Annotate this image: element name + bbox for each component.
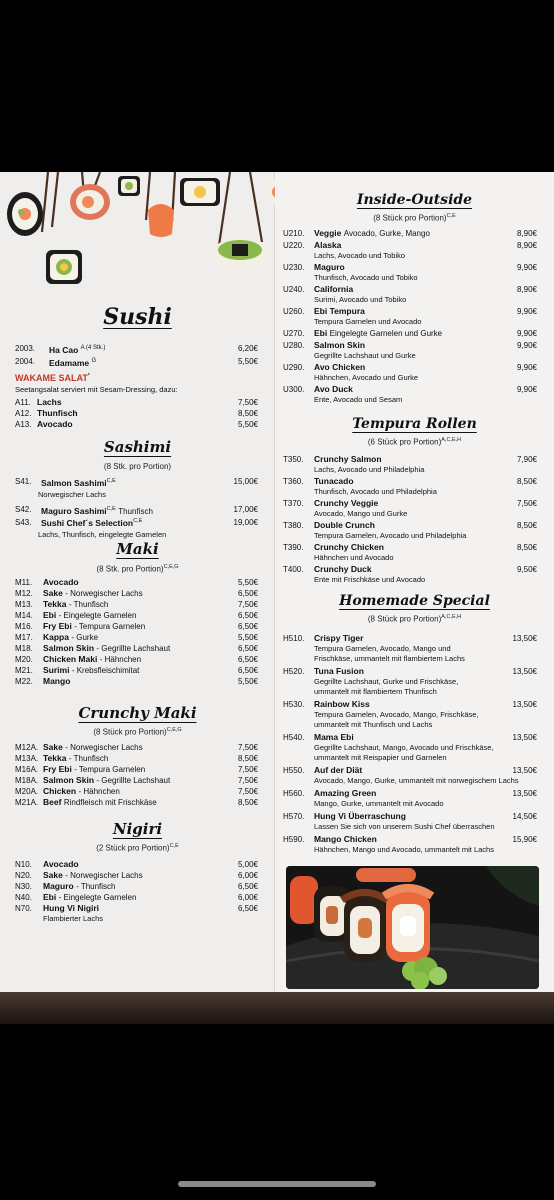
menu-item bbox=[15, 870, 258, 881]
tempura-items bbox=[283, 453, 537, 585]
item-price: 8,50€ bbox=[237, 754, 258, 763]
item-code: M18A. bbox=[15, 776, 39, 785]
item-price: 9,90€ bbox=[516, 329, 537, 338]
menu-item bbox=[15, 775, 258, 786]
item-price: 9,90€ bbox=[516, 363, 537, 372]
homemade-section bbox=[275, 593, 554, 624]
menu-item bbox=[283, 328, 537, 339]
item-code: N10. bbox=[15, 860, 32, 869]
menu-item: A11. Lachs 7,50€ bbox=[15, 396, 258, 407]
item-price: 13,50€ bbox=[512, 700, 537, 709]
inside-outside-items bbox=[283, 227, 537, 405]
item-inline-desc: - Hähnchen bbox=[99, 655, 142, 664]
maki-items bbox=[15, 577, 258, 687]
item-code: U210. bbox=[283, 229, 305, 238]
inside-outside-portion: (8 Stück pro Portion)$^{C,E}$ bbox=[373, 213, 456, 223]
menu-item bbox=[283, 811, 537, 822]
menu-item bbox=[15, 786, 258, 797]
menu-item bbox=[15, 676, 258, 687]
item-price: 8,90€ bbox=[516, 229, 537, 238]
item-code: U230. bbox=[283, 263, 305, 272]
item-price: 13,50€ bbox=[512, 634, 537, 643]
item-code: M13A. bbox=[15, 754, 39, 763]
item-name: Ebi bbox=[43, 892, 57, 902]
item-desc: Ente, Avocado und Sesam bbox=[314, 395, 403, 404]
item-inline-desc: - Thunfisch bbox=[76, 882, 116, 891]
item-desc: Avocado, Mango, Gurke, ummantelt mit norwegischem Lachs bbox=[314, 776, 519, 785]
item-inline-desc: Eingelegte Garnelen und Gurke bbox=[329, 329, 443, 338]
item-name: Crunchy Chicken bbox=[314, 542, 384, 552]
menu-item bbox=[283, 564, 537, 575]
item-code: U240. bbox=[283, 285, 305, 294]
item-name: Kappa bbox=[43, 632, 69, 642]
menu-item bbox=[15, 588, 258, 599]
item-name: Veggie bbox=[314, 228, 342, 238]
menu-item bbox=[15, 903, 258, 914]
item-name: Beef bbox=[43, 797, 62, 807]
sushi-illustration bbox=[0, 172, 275, 290]
menu-item bbox=[283, 699, 537, 710]
menu-item bbox=[283, 340, 537, 351]
table-edge bbox=[0, 992, 554, 1024]
item-desc: Gegrillte Lachshaut und Gurke bbox=[314, 351, 416, 360]
item-desc: Lassen Sie sich von unserem Sushi Chef überraschen bbox=[314, 822, 495, 831]
item-inline-desc: - Tempura Garnelen bbox=[74, 622, 146, 631]
item-code: N30. bbox=[15, 882, 32, 891]
item-name: Avo Duck bbox=[314, 384, 353, 394]
menu-item bbox=[283, 520, 537, 531]
item-name: Crispy Tiger bbox=[314, 633, 364, 643]
item-price: 7,50€ bbox=[237, 765, 258, 774]
item-desc: Frischkäse, ummantelt mit flambiertem Lachs bbox=[314, 654, 465, 663]
item-price: 9,50€ bbox=[516, 565, 537, 574]
item-text bbox=[314, 328, 442, 338]
homemade-items bbox=[283, 631, 537, 855]
item-price: 6,50€ bbox=[237, 644, 258, 653]
item-price: 6,00€ bbox=[237, 871, 258, 880]
item-name: Avocado bbox=[43, 859, 79, 869]
item-price: 9,90€ bbox=[516, 341, 537, 350]
item-price: 6,50€ bbox=[237, 622, 258, 631]
item-name: Salmon Skin bbox=[43, 643, 95, 653]
item-price: 13,50€ bbox=[512, 766, 537, 775]
item-name: Amazing Green bbox=[314, 788, 377, 798]
item-code: N20. bbox=[15, 871, 32, 880]
menu-item bbox=[15, 577, 258, 588]
menu-item bbox=[283, 284, 537, 295]
menu-item bbox=[15, 764, 258, 775]
item-code: U270. bbox=[283, 329, 305, 338]
menu-item bbox=[283, 476, 537, 487]
item-name: Tekka bbox=[43, 753, 67, 763]
menu-item bbox=[15, 742, 258, 753]
item-code: H560. bbox=[283, 789, 305, 798]
menu-item bbox=[283, 228, 537, 239]
item-desc: ummantelt mit Reispapier und Garnelen bbox=[314, 753, 447, 762]
item-price: 5,50€ bbox=[237, 578, 258, 587]
item-price: 9,90€ bbox=[516, 307, 537, 316]
item-name: Maguro bbox=[43, 881, 74, 891]
item-code: H530. bbox=[283, 700, 305, 709]
item-code: M11. bbox=[15, 578, 33, 587]
item-desc: Tempura Garnelen, Avocado, Mango, Frischkäse, bbox=[314, 710, 479, 719]
item-inline-desc: - Gegrillte Lachshaut bbox=[96, 644, 171, 653]
item-name: California bbox=[314, 284, 354, 294]
item-code: N40. bbox=[15, 893, 32, 902]
sushi-photo bbox=[286, 866, 539, 989]
item-name: Tekka bbox=[43, 599, 67, 609]
item-name: Sake bbox=[43, 742, 63, 752]
sushi-items bbox=[15, 343, 258, 430]
item-code: M13. bbox=[15, 600, 33, 609]
uramaki-icon bbox=[212, 238, 268, 270]
menu-item bbox=[283, 306, 537, 317]
crunchy-maki-section bbox=[0, 704, 275, 737]
menu-item bbox=[283, 633, 537, 644]
item-inline-desc: - Norwegischer Lachs bbox=[65, 743, 143, 752]
menu-item bbox=[283, 542, 537, 553]
menu-item bbox=[15, 654, 258, 665]
nigiri-title: Nigiri bbox=[112, 820, 163, 838]
maki-roll-icon bbox=[118, 176, 140, 196]
item-desc: Tempura Garnelen, Avocado, Mango und bbox=[314, 644, 451, 653]
item-name: Tunacado bbox=[314, 476, 354, 486]
wakame-heading: WAKAME $SALAT^{^1}$ bbox=[15, 372, 90, 383]
item-price: 7,50€ bbox=[516, 499, 537, 508]
item-code: T360. bbox=[283, 477, 304, 486]
item-desc: Ente mit Frischkäse und Avocado bbox=[314, 575, 426, 584]
nigiri-portion: (2 Stück pro Portion)$^{C,E}$ bbox=[96, 843, 179, 853]
sashimi-title: Sashimi bbox=[103, 438, 172, 456]
sushi-title: Sushi bbox=[103, 304, 172, 330]
item-desc: Flambierter Lachs bbox=[43, 914, 104, 923]
item-code: M22. bbox=[15, 677, 33, 686]
item-desc: Avocado, Mango und Gurke bbox=[314, 509, 408, 518]
item-text bbox=[43, 775, 170, 785]
sashimi-items bbox=[15, 476, 258, 540]
item-desc: Gegrillte Lachshaut, Mango, Avocado und Frischkäse, bbox=[314, 743, 494, 752]
menu-item bbox=[15, 610, 258, 621]
item-price: 7,50€ bbox=[237, 776, 258, 785]
menu-item bbox=[283, 454, 537, 465]
item-price: 6,50€ bbox=[237, 882, 258, 891]
item-code: U300. bbox=[283, 385, 305, 394]
item-name: Avo Chicken bbox=[314, 362, 366, 372]
item-name: Ebi bbox=[43, 610, 57, 620]
item-code: T370. bbox=[283, 499, 304, 508]
item-desc: Hähnchen, Avocado und Gurke bbox=[314, 373, 419, 382]
item-price: 8,50€ bbox=[516, 543, 537, 552]
item-code: H540. bbox=[283, 733, 305, 742]
item-price: 5,50€ bbox=[237, 633, 258, 642]
item-name: Tuna Fusion bbox=[314, 666, 364, 676]
item-code: H570. bbox=[283, 812, 305, 821]
menu-item bbox=[15, 621, 258, 632]
home-indicator[interactable] bbox=[178, 1181, 376, 1187]
item-price: 13,50€ bbox=[512, 667, 537, 676]
menu-item bbox=[15, 797, 258, 808]
sashimi-section bbox=[0, 438, 275, 471]
sashimi-portion: (8 Stk. pro Portion) bbox=[103, 462, 172, 471]
item-name: Hung Vi Nigiri bbox=[43, 903, 100, 913]
menu-item: A12. Thunfisch 8,50€ bbox=[15, 407, 258, 418]
item-desc: Mango, Gurke, ummantelt mit Avocado bbox=[314, 799, 444, 808]
item-inline-desc: - Eingelegte Garnelen bbox=[58, 611, 137, 620]
item-name: Salmon Skin bbox=[314, 340, 366, 350]
item-code: M16A. bbox=[15, 765, 39, 774]
item-price: 6,50€ bbox=[237, 655, 258, 664]
item-desc: ummantelt mit flambiertem Thunfisch bbox=[314, 687, 437, 696]
item-code: T380. bbox=[283, 521, 304, 530]
item-code: M14. bbox=[15, 611, 33, 620]
item-inline-desc: - Thunfisch bbox=[68, 754, 109, 763]
item-desc: Surimi, Avocado und Tobiko bbox=[314, 295, 407, 304]
item-name: Salmon Skin bbox=[43, 775, 95, 785]
item-code: U260. bbox=[283, 307, 305, 316]
item-price: 13,50€ bbox=[512, 789, 537, 798]
item-name: Ebi Tempura bbox=[314, 306, 365, 316]
menu-item bbox=[15, 632, 258, 643]
uramaki-icon bbox=[264, 178, 275, 206]
item-code: H510. bbox=[283, 634, 305, 643]
menu-item: S41. Salmon Sashimi$^{C,E}$ 15,00€ bbox=[15, 477, 258, 488]
item-text bbox=[43, 643, 170, 653]
item-desc: Hähnchen und Avocado bbox=[314, 553, 394, 562]
item-price: 6,50€ bbox=[237, 666, 258, 675]
menu-item bbox=[15, 892, 258, 903]
item-code: H590. bbox=[283, 835, 305, 844]
item-price: 9,90€ bbox=[516, 263, 537, 272]
item-code: N70. bbox=[15, 904, 32, 913]
tempura-section bbox=[275, 416, 554, 447]
item-desc: Lachs, Avocado und Tobiko bbox=[314, 251, 406, 260]
menu-item: 2004. Edamame $^G$ 5,50€ bbox=[15, 356, 258, 368]
item-code: H550. bbox=[283, 766, 305, 775]
item-name: Chicken Maki bbox=[43, 654, 98, 664]
item-inline-desc: - Gegrillte Lachshaut bbox=[96, 776, 171, 785]
item-price: 8,50€ bbox=[516, 477, 537, 486]
item-inline-desc: - Tempura Garnelen bbox=[74, 765, 146, 774]
maki-roll-icon bbox=[7, 192, 43, 236]
menu-item bbox=[15, 643, 258, 654]
inside-outside-section bbox=[275, 192, 554, 223]
maki-roll-icon bbox=[46, 250, 82, 284]
item-desc: Tempura Garnelen, Avocado und Philadelphia bbox=[314, 531, 467, 540]
item-name: Ebi bbox=[314, 328, 328, 338]
item-name: Alaska bbox=[314, 240, 342, 250]
nigiri-icon bbox=[148, 204, 174, 237]
item-price: 7,90€ bbox=[516, 455, 537, 464]
menu-item bbox=[283, 498, 537, 509]
menu-item bbox=[15, 665, 258, 676]
item-inline-desc: - Hähnchen bbox=[78, 787, 120, 796]
item-name: Maguro bbox=[314, 262, 345, 272]
item-name: Crunchy Duck bbox=[314, 564, 372, 574]
item-desc: Norwegischer Lachs bbox=[38, 489, 106, 499]
item-price: 8,50€ bbox=[237, 798, 258, 807]
item-code: M17. bbox=[15, 633, 33, 642]
item-price: 6,00€ bbox=[237, 893, 258, 902]
maki-portion: (8 Stk. pro Portion)$^{C,E,G}$ bbox=[96, 564, 179, 574]
item-code: T350. bbox=[283, 455, 304, 464]
item-code: M20. bbox=[15, 655, 33, 664]
item-name: Sake bbox=[43, 870, 63, 880]
item-price: 15,90€ bbox=[512, 835, 537, 844]
menu-item: A13. Avocado 5,50€ bbox=[15, 418, 258, 429]
tempura-title: Tempura Rollen bbox=[352, 416, 477, 432]
item-desc: Lachs, Avocado und Philadelphia bbox=[314, 465, 425, 474]
homemade-title: Homemade Special bbox=[339, 593, 490, 609]
menu-item bbox=[283, 834, 537, 845]
item-inline-desc: - Gurke bbox=[71, 633, 99, 642]
menu-item bbox=[15, 859, 258, 870]
item-code: T400. bbox=[283, 565, 304, 574]
menu-item: S43. Sushi Chef´s Selection$^{C,E}$ 19,00€ bbox=[15, 517, 258, 529]
item-desc: Lachs, Thunfisch, eingelegte Garnelen bbox=[38, 530, 167, 540]
menu-item: 2003. Ha Cao $^{A (4 Stk.)}$ 6,20€ bbox=[15, 344, 258, 355]
item-name: Mango bbox=[43, 676, 71, 686]
item-inline-desc: - Krebsfleischimitat bbox=[71, 666, 140, 675]
item-name: Crunchy Veggie bbox=[314, 498, 379, 508]
item-code: U280. bbox=[283, 341, 305, 350]
item-desc: Thunfisch, Avocado und Philadelphia bbox=[314, 487, 437, 496]
item-price: 8,50€ bbox=[516, 521, 537, 530]
item-inline-desc: - Thunfisch bbox=[68, 600, 109, 609]
item-price: 8,90€ bbox=[516, 241, 537, 250]
item-inline-desc: - Norwegischer Lachs bbox=[65, 589, 143, 598]
item-inline-desc: Rindfleisch mit Frischkäse bbox=[63, 798, 157, 807]
item-name: Hung Vi Überraschung bbox=[314, 811, 406, 821]
crunchy-maki-items bbox=[15, 742, 258, 808]
item-price: 9,90€ bbox=[516, 385, 537, 394]
item-code: H520. bbox=[283, 667, 305, 676]
item-text bbox=[314, 228, 430, 238]
item-name: Mango Chicken bbox=[314, 834, 377, 844]
uramaki-icon bbox=[70, 184, 110, 220]
item-price: 6,50€ bbox=[237, 589, 258, 598]
menu-item bbox=[283, 362, 537, 373]
item-name: Double Crunch bbox=[314, 520, 375, 530]
item-desc: Thunfisch, Avocado und Tobiko bbox=[314, 273, 418, 282]
item-inline-desc: - Eingelegte Garnelen bbox=[58, 893, 137, 902]
item-price: 8,90€ bbox=[516, 285, 537, 294]
item-price: 6,50€ bbox=[237, 611, 258, 620]
item-price: 5,00€ bbox=[237, 860, 258, 869]
item-price: 5,50€ bbox=[237, 677, 258, 686]
item-desc: ummantelt mit Thunfisch und Lachs bbox=[314, 720, 433, 729]
sushi-section bbox=[0, 304, 275, 330]
crunchy-maki-title: Crunchy Maki bbox=[78, 704, 197, 722]
sushi-platter-icon bbox=[286, 866, 539, 989]
item-code: M12A. bbox=[15, 743, 39, 752]
item-code: M16. bbox=[15, 622, 33, 631]
menu-item bbox=[15, 753, 258, 764]
item-name: Fry Ebi bbox=[43, 764, 72, 774]
item-name: Fry Ebi bbox=[43, 621, 72, 631]
item-price: 7,50€ bbox=[237, 787, 258, 796]
maki-section bbox=[0, 540, 275, 574]
crunchy-maki-portion: (8 Stück pro Portion)$^{C,E,G}$ bbox=[93, 727, 182, 737]
tempura-portion: (6 Stück pro Portion)$^{A,C,E,H}$ bbox=[367, 437, 462, 447]
item-inline-desc: - Norwegischer Lachs bbox=[65, 871, 143, 880]
menu-item: S42. Maguro Sashimi$^{C,E}$ Thunfisch 17,00€ bbox=[15, 504, 258, 516]
item-code: M18. bbox=[15, 644, 33, 653]
item-code: U220. bbox=[283, 241, 305, 250]
maki-title: Maki bbox=[116, 540, 159, 558]
item-name: Rainbow Kiss bbox=[314, 699, 370, 709]
item-price: 7,50€ bbox=[237, 600, 258, 609]
item-desc: Gegrillte Lachshaut, Gurke und Frischkäse, bbox=[314, 677, 459, 686]
item-code: M21. bbox=[15, 666, 33, 675]
item-price: 13,50€ bbox=[512, 733, 537, 742]
item-code: M12. bbox=[15, 589, 33, 598]
menu-item bbox=[283, 384, 537, 395]
menu-item bbox=[283, 788, 537, 799]
menu-item bbox=[283, 262, 537, 273]
item-inline-desc: Avocado, Gurke, Mango bbox=[343, 229, 430, 238]
item-code: M20A. bbox=[15, 787, 39, 796]
item-desc: Tempura Garnelen und Avocado bbox=[314, 317, 422, 326]
item-name: Auf der Diät bbox=[314, 765, 363, 775]
item-name: Avocado bbox=[43, 577, 79, 587]
item-name: Mama Ebi bbox=[314, 732, 354, 742]
item-code: M21A. bbox=[15, 798, 39, 807]
item-name: Surimi bbox=[43, 665, 70, 675]
inside-outside-title: Inside-Outside bbox=[356, 192, 473, 208]
nigiri-section bbox=[0, 820, 275, 853]
menu-item bbox=[283, 666, 537, 677]
menu-item bbox=[15, 881, 258, 892]
menu-item bbox=[15, 599, 258, 610]
item-name: Chicken bbox=[43, 786, 77, 796]
homemade-portion: (8 Stück pro Portion)$^{A,C,E,H}$ bbox=[367, 614, 462, 624]
nigiri-items bbox=[15, 859, 258, 924]
item-price: 7,50€ bbox=[237, 743, 258, 752]
wakame-desc: Seetangsalat serviert mit Sesam-Dressing, dazu: bbox=[15, 384, 178, 394]
menu-item bbox=[283, 765, 537, 776]
item-price: 6,50€ bbox=[237, 904, 258, 913]
menu-item bbox=[283, 732, 537, 743]
item-desc: Hähnchen, Mango und Avocado, ummantelt mit Lachs bbox=[314, 845, 494, 854]
item-name: Crunchy Salmon bbox=[314, 454, 382, 464]
item-name: Sake bbox=[43, 588, 63, 598]
menu-left-column bbox=[0, 172, 275, 998]
maki-roll-icon bbox=[180, 178, 220, 206]
menu-item bbox=[283, 240, 537, 251]
item-price: 14,50€ bbox=[512, 812, 537, 821]
item-code: U290. bbox=[283, 363, 305, 372]
item-code: T390. bbox=[283, 543, 304, 552]
